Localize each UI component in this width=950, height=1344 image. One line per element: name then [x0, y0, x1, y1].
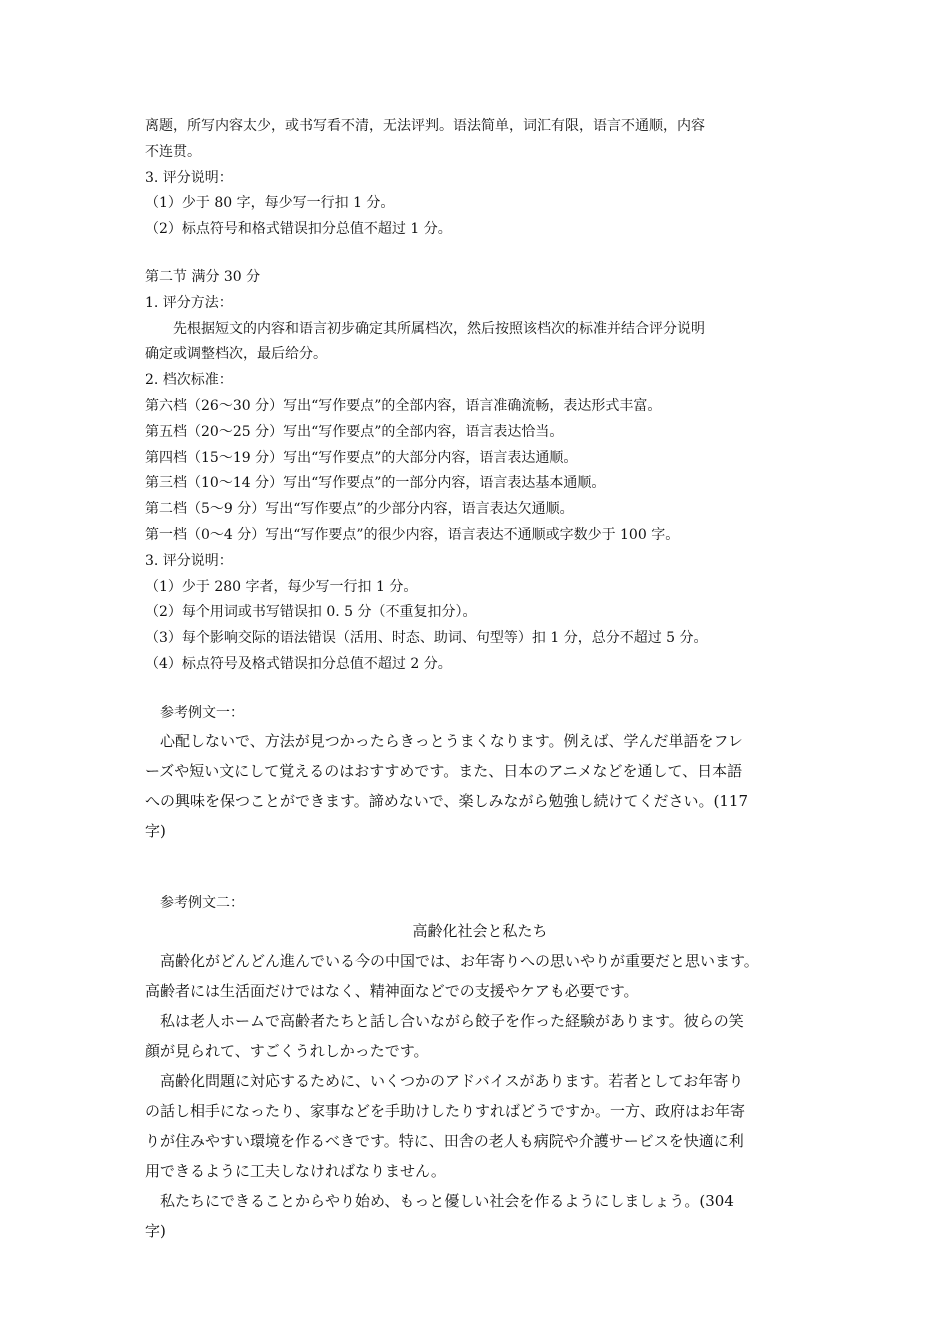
section2-method-line-2: 确定或调整档次，最后给分。 [145, 346, 327, 363]
example1-line-1: 心配しないで、方法が見つかったらきっとうまくなります。例えば、学んだ単語をフレ [160, 731, 743, 750]
example2-title: 高齢化社会と私たち [412, 921, 548, 940]
section1-note-2: （2）标点符号和格式错误扣分总值不超过 1 分。 [145, 221, 452, 238]
spacer [145, 243, 815, 265]
example2-p3-line-4: 用できるように工夫しなければなりません。 [145, 1161, 446, 1180]
section1-text-line-2: 不连贯。 [145, 143, 201, 160]
example2-p2-line-1: 私は老人ホームで高齢者たちと話し合いながら餃子を作った経験があります。彼らの笑 [160, 1011, 744, 1030]
section2-note-3: （3）每个影响交际的语法错误（活用、时态、助词、句型等）扣 1 分，总分不超过 5 分。 [145, 630, 708, 647]
section2-method-heading: 1. 评分方法： [145, 294, 233, 311]
level-2: 第二档（5～9 分）写出“写作要点”的少部分内容，语言表达欠通顺。 [145, 501, 574, 518]
example2-p3-line-3: りが住みやすい環境を作るべきです。特に、田舎の老人も病院や介護サービスを快適に利 [145, 1131, 744, 1150]
example2-p3-line-2: の話し相手になったり、家事などを手助けしたりすればどうですか。一方、政府はお年寄 [145, 1101, 746, 1120]
spacer [145, 678, 815, 700]
section2-note-1: （1）少于 280 字者，每少写一行扣 1 分。 [145, 578, 418, 595]
section1-notes-heading: 3. 评分说明： [145, 169, 233, 186]
example2-p4-line-2: 字) [145, 1221, 166, 1240]
example1-label: 参考例文一： [160, 704, 244, 721]
level-4: 第四档（15～19 分）写出“写作要点”的大部分内容，语言表达通顺。 [145, 449, 578, 466]
example2-p4-line-1: 私たちにできることからやり始め、もっと優しい社会を作るようにしましょう。(304 [160, 1191, 734, 1210]
example2-p3-line-1: 高齢化問題に対応するために、いくつかのアドバイスがあります。若者としてお年寄り [160, 1071, 744, 1090]
section2-note-4: （4）标点符号及格式错误扣分总值不超过 2 分。 [145, 655, 452, 672]
level-3: 第三档（10～14 分）写出“写作要点”的一部分内容，语言表达基本通顺。 [145, 475, 606, 492]
section2-method-line-1: 先根据短文的内容和语言初步确定其所属档次，然后按照该档次的标准并结合评分说明 [173, 320, 705, 337]
section2-title: 第二节 满分 30 分 [145, 268, 261, 285]
example1-line-4: 字) [145, 821, 166, 840]
level-6: 第六档（26～30 分）写出“写作要点”的全部内容，语言准确流畅，表达形式丰富。 [145, 397, 662, 414]
section1-text-line-1: 离题，所写内容太少，或书写看不清，无法评判。语法简单，词汇有限，语言不通顺，内容 [145, 118, 705, 134]
section2-levels-heading: 2. 档次标准： [145, 372, 233, 389]
document-page [145, 114, 815, 1246]
section1-note-1: （1）少于 80 字，每少写一行扣 1 分。 [145, 195, 395, 212]
example2-p1-line-1: 高齢化がどんどん進んでいる今の中国では、お年寄りへの思いやりが重要だと思います。 [160, 951, 759, 970]
level-1: 第一档（0～4 分）写出“写作要点”的很少内容，语言表达不通顺或字数少于 100 字。 [145, 526, 680, 543]
example1-line-3: への興味を保つことができます。諦めないで、楽しみながら勉強し続けてください。(117 [145, 791, 748, 810]
example2-p2-line-2: 顔が見られて、すごくうれしかったです。 [145, 1041, 429, 1060]
spacer [145, 846, 815, 890]
section2-notes-heading: 3. 评分说明： [145, 552, 233, 569]
level-5: 第五档（20～25 分）写出“写作要点”的全部内容，语言表达恰当。 [145, 423, 564, 440]
example2-p1-line-2: 高齢者には生活面だけではなく、精神面などでの支援やケアも必要です。 [145, 981, 639, 1000]
section2-note-2: （2）每个用词或书写错误扣 0. 5 分（不重复扣分）。 [145, 604, 477, 621]
example1-line-2: ーズや短い文にして覚えるのはおすすめです。また、日本のアニメなどを通して、日本語 [145, 761, 743, 780]
example2-label: 参考例文二： [160, 894, 244, 911]
